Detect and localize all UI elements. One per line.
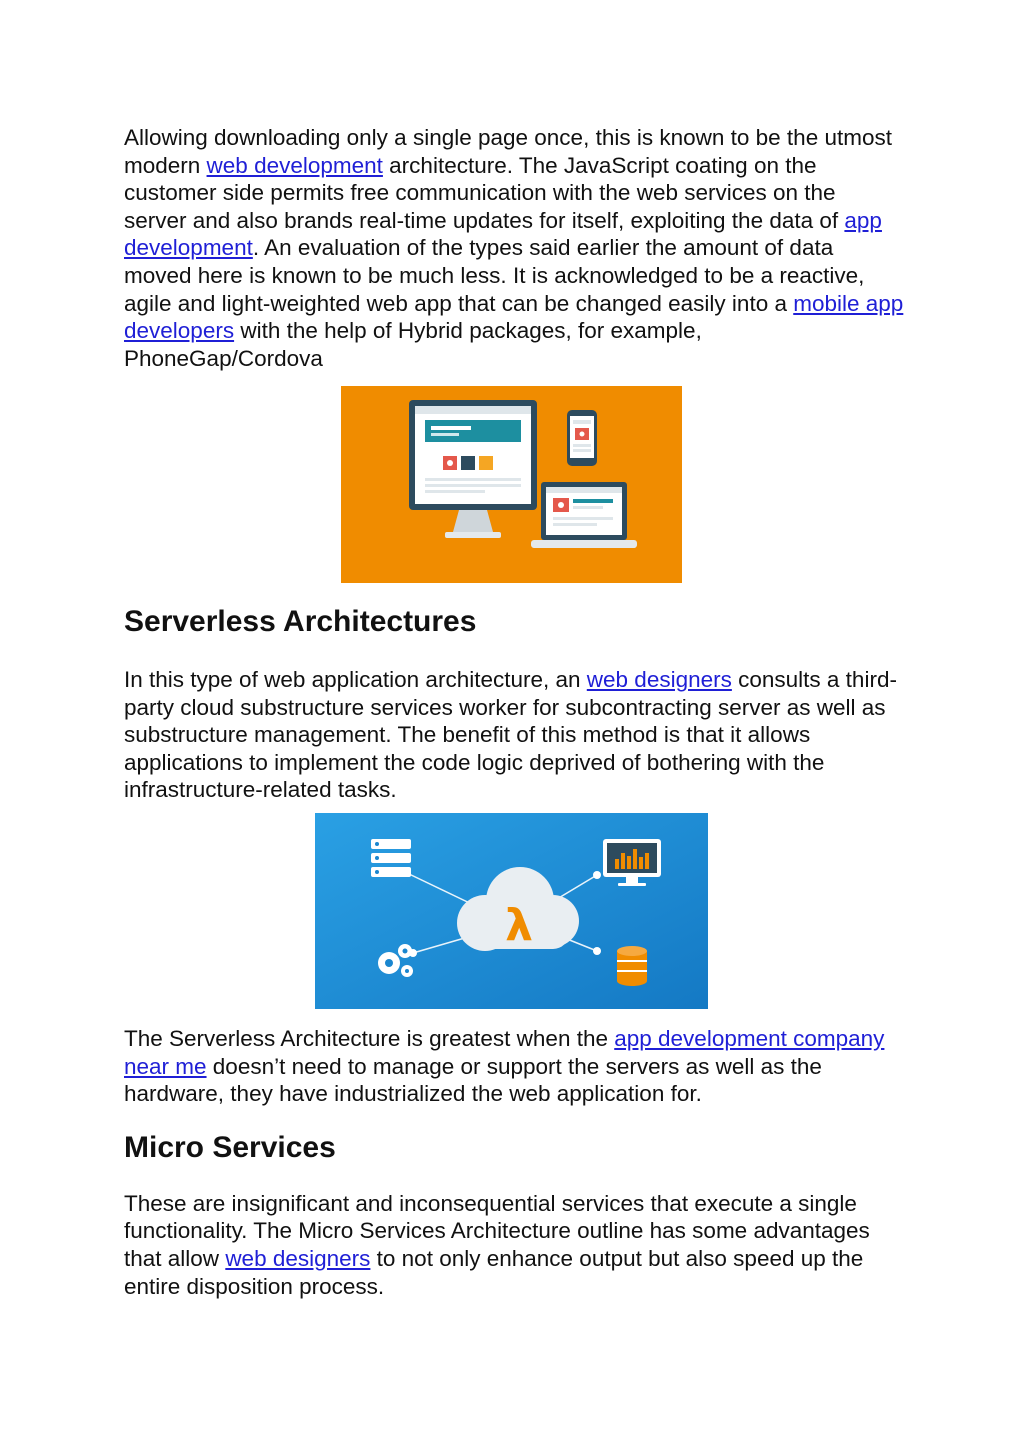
link-app-development-company-near-me[interactable]: app development company near me — [124, 1026, 885, 1079]
link-web-designers[interactable]: web designers — [586, 667, 732, 692]
text-span: . An evaluation of the types said earlier the amount of data moved here is known to be much less. It is acknowledged to be a reactive, agile and light-weighted web app that can be changed easily into a — [124, 235, 865, 316]
serverless-lambda-image — [315, 813, 708, 1009]
link-app-development[interactable]: app development — [124, 207, 882, 261]
serverless-followup-paragraph — [124, 1025, 904, 1108]
serverless-paragraph — [124, 666, 904, 804]
svg-text:λ: λ — [505, 900, 533, 951]
text-span: with the help of Hybrid packages, for example, PhoneGap/Cordova — [124, 318, 702, 371]
link-mobile-app-developers[interactable]: mobile app developers — [124, 290, 904, 344]
text-span: These are insignificant and inconsequential services that execute a single functionality. The Micro Services Architecture outline has some advantages that allow — [124, 1190, 870, 1271]
text-span: to not only enhance output but also speed up the entire disposition process. — [124, 1245, 864, 1299]
text-span: In this type of web application architecture, an — [124, 667, 587, 692]
heading-serverless-architectures: Serverless Architectures — [124, 605, 477, 638]
text-span: architecture. The JavaScript coating on the customer side permits free communication with the web services on the server and also brands real-time updates for itself, exploiting the data of — [124, 152, 845, 233]
serverless-section — [124, 604, 904, 804]
micro-services-paragraph — [124, 1190, 904, 1300]
text-span: consults a third-party cloud substructure services worker for subcontracting server as well as substructure management. The benefit of this method is that it allows applications to implement the code logic deprived of bothering with the infrastructure-related tasks. — [124, 667, 897, 803]
document-page — [124, 124, 904, 372]
link-web-development[interactable]: web development — [206, 152, 383, 178]
intro-paragraph — [124, 124, 904, 372]
link-web-designers-2[interactable]: web designers — [225, 1245, 371, 1271]
text-span: Allowing downloading only a single page once, this is known to be the utmost modern — [124, 125, 892, 178]
serverless-lambda-cloud-icon — [315, 813, 708, 1009]
text-span: The Serverless Architecture is greatest when the — [124, 1026, 615, 1051]
responsive-devices-image — [341, 386, 682, 583]
heading-micro-services: Micro Services — [124, 1130, 336, 1164]
serverless-followup — [124, 1025, 904, 1300]
text-span: doesn’t need to manage or support the servers as well as the hardware, they have industrialized the web application for. — [124, 1053, 822, 1107]
responsive-devices-icon — [341, 386, 682, 583]
